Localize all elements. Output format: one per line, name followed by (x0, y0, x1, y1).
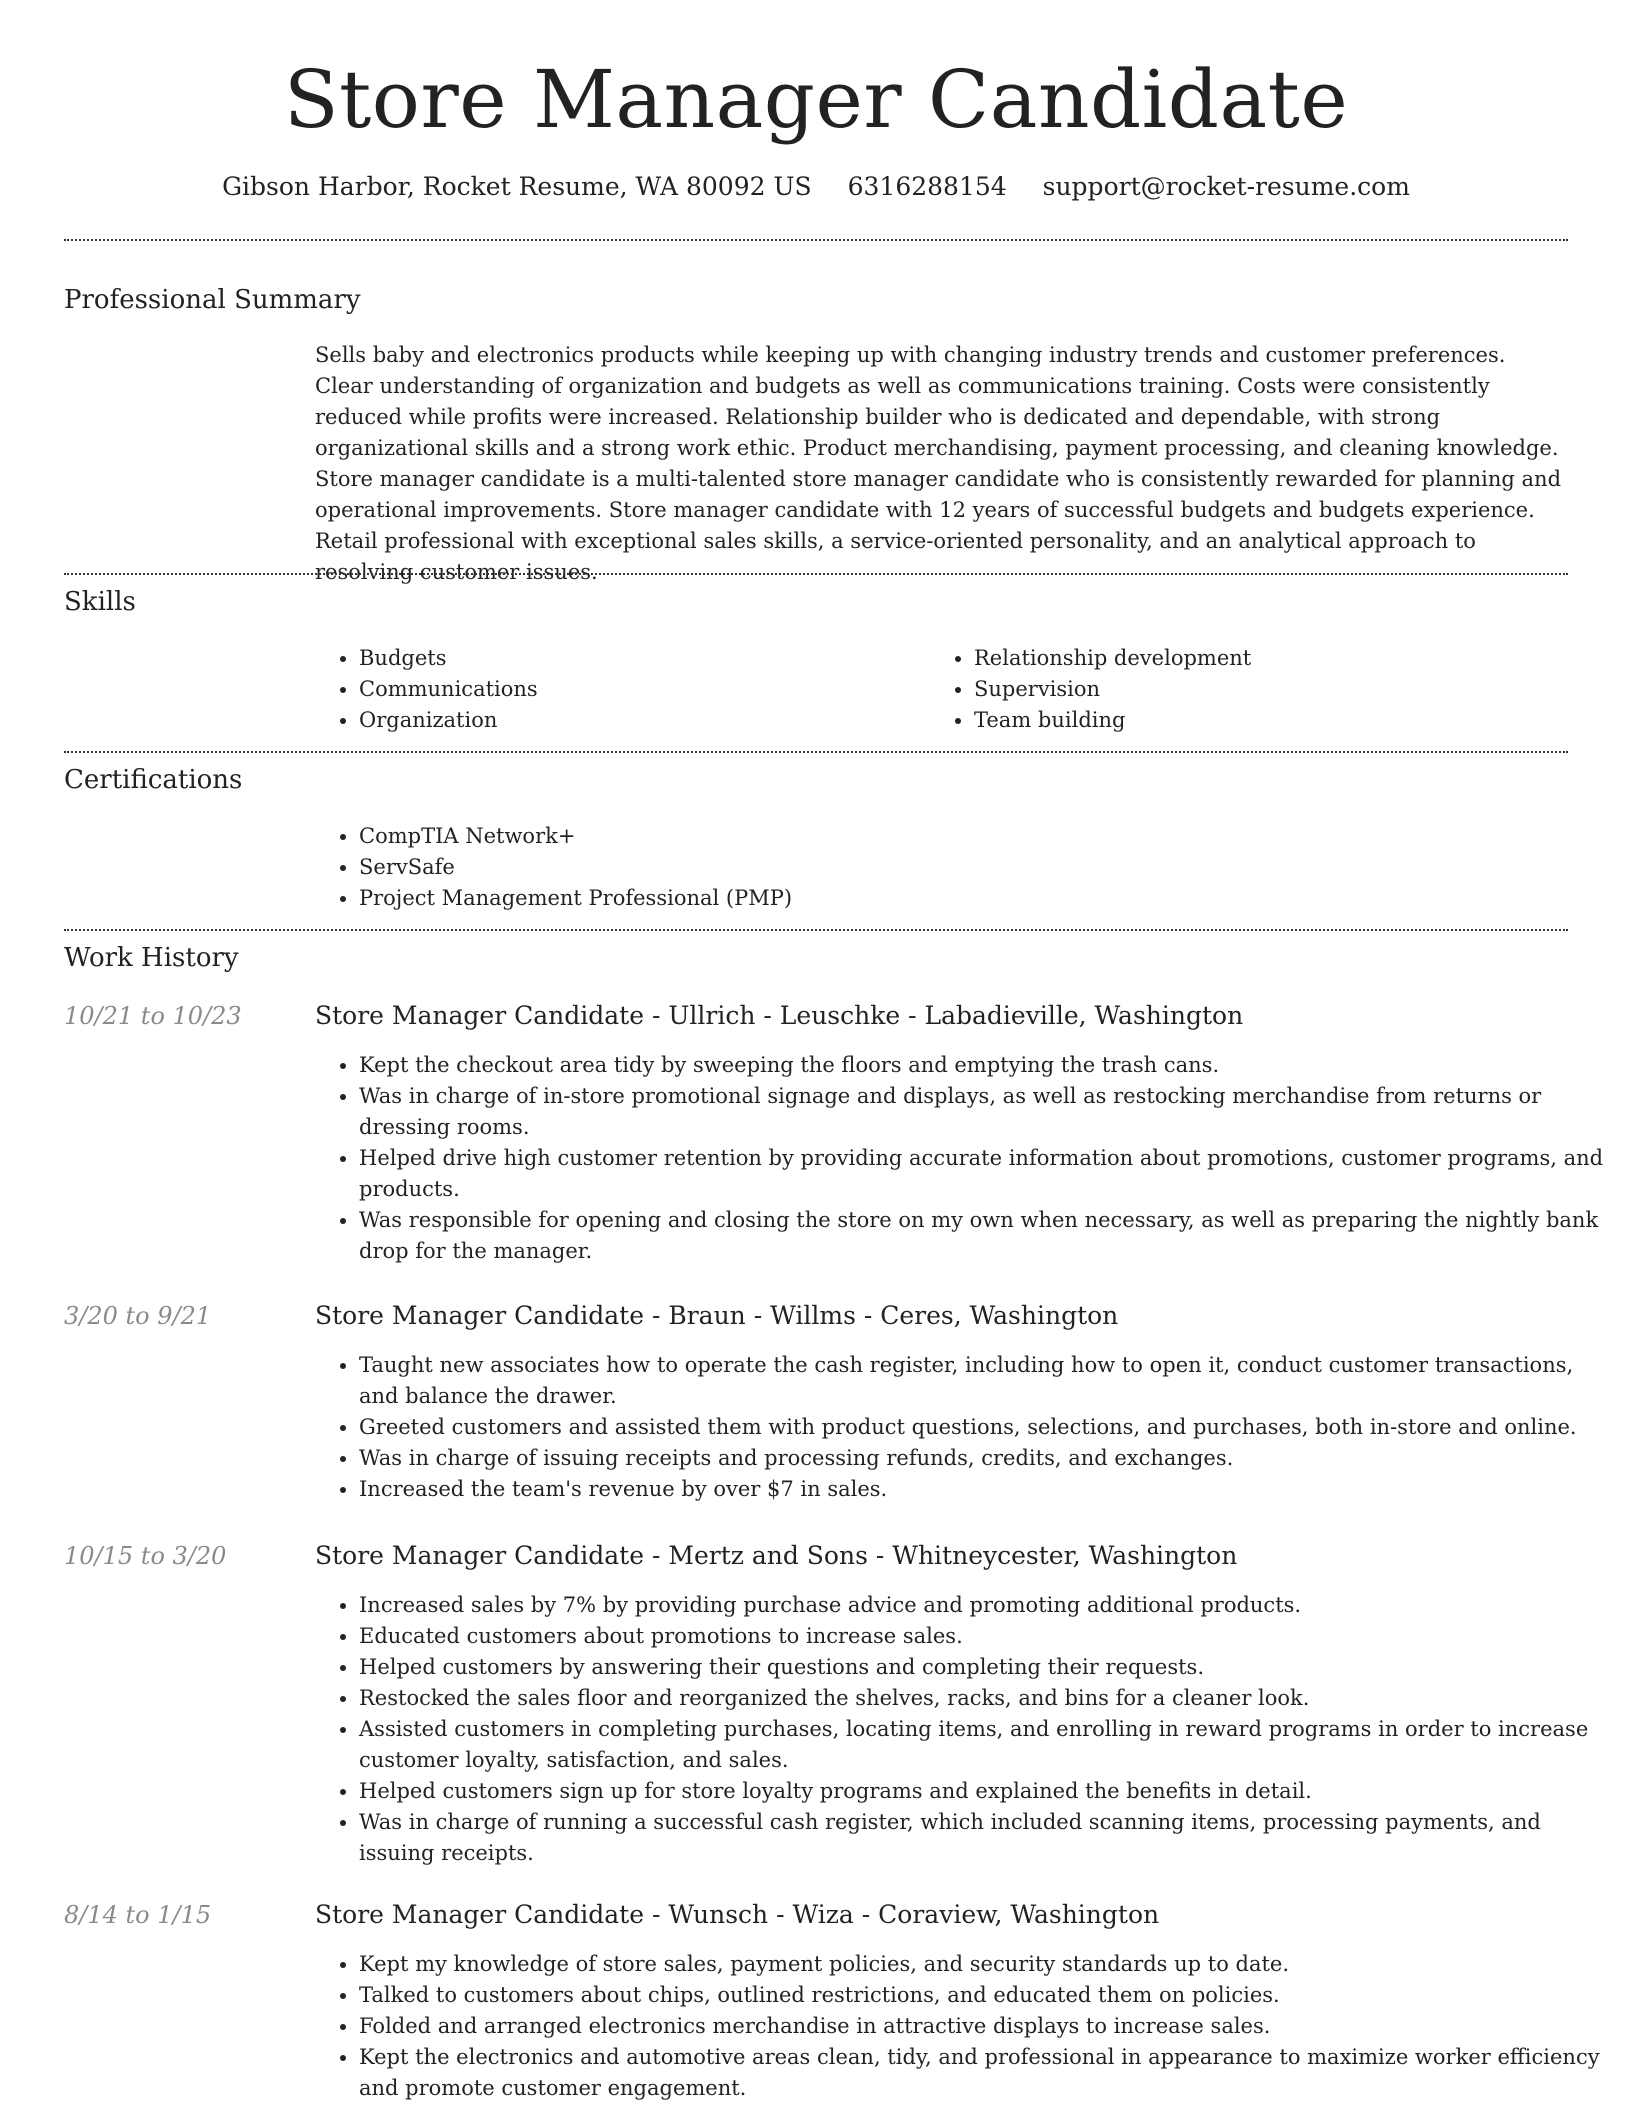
job-bullet: • Was in charge of running a successful cash register, which included scanning items, processing payments, and issuing receipts. (359, 1807, 1609, 1869)
certification-item: • ServSafe (359, 852, 792, 883)
contact-email: support@rocket-resume.com (1042, 172, 1410, 201)
job-bullet: • Helped customers sign up for store loyalty programs and explained the benefits in detail. (359, 1776, 1609, 1807)
job-bullet: • Was responsible for opening and closing the store on my own when necessary, as well as preparing the nightly bank drop for the manager. (359, 1205, 1609, 1267)
divider (64, 573, 1568, 575)
section-title-certifications: Certifications (64, 765, 243, 795)
skill-item: • Relationship development (974, 643, 1251, 674)
job-bullet: • Greeted customers and assisted them with product questions, selections, and purchases, both in-store and online. (359, 1412, 1609, 1443)
job-bullet: • Kept the electronics and automotive areas clean, tidy, and professional in appearance to maximize worker efficiency and promote customer engagement. (359, 2042, 1609, 2104)
job-bullet: • Kept my knowledge of store sales, payment policies, and security standards up to date. (359, 1949, 1609, 1980)
job-bullet: • Folded and arranged electronics merchandise in attractive displays to increase sales. (359, 2011, 1609, 2042)
skill-item: • Team building (974, 705, 1251, 736)
job-title: Store Manager Candidate - Braun - Willms - Ceres, Washington (315, 1301, 1119, 1330)
job-dates: 10/15 to 3/20 (64, 1542, 227, 1570)
job-bullet: • Was in charge of issuing receipts and processing refunds, credits, and exchanges. (359, 1443, 1609, 1474)
section-title-work-history: Work History (64, 943, 239, 973)
skill-item: • Budgets (359, 643, 538, 674)
job-bullets (315, 1350, 1609, 1505)
job-bullet: • Kept the checkout area tidy by sweeping the floors and emptying the trash cans. (359, 1050, 1609, 1081)
divider (64, 751, 1568, 753)
job-dates: 3/20 to 9/21 (64, 1302, 212, 1330)
contact-line (0, 170, 1632, 204)
job-bullet: • Talked to customers about chips, outlined restrictions, and educated them on policies. (359, 1980, 1609, 2011)
job-bullet: • Taught new associates how to operate the cash register, including how to open it, conduct customer transactions, and balance the drawer. (359, 1350, 1609, 1412)
certifications-list (315, 821, 792, 914)
section-title-summary: Professional Summary (64, 285, 361, 315)
candidate-name: Store Manager Candidate (283, 53, 1349, 146)
skills-list-left (315, 643, 538, 736)
job-bullet: • Assisted customers in completing purchases, locating items, and enrolling in reward programs in order to increase customer loyalty, satisfaction, and sales. (359, 1714, 1609, 1776)
section-title-skills: Skills (64, 587, 136, 617)
certification-item: • CompTIA Network+ (359, 821, 792, 852)
skill-item: • Organization (359, 705, 538, 736)
divider (64, 239, 1568, 241)
job-title: Store Manager Candidate - Mertz and Sons - Whitneycester, Washington (315, 1541, 1238, 1570)
job-title: Store Manager Candidate - Wunsch - Wiza - Coraview, Washington (315, 1900, 1160, 1929)
job-bullet: • Was in charge of in-store promotional signage and displays, as well as restocking merchandise from returns or dressing rooms. (359, 1081, 1609, 1143)
contact-address: Gibson Harbor, Rocket Resume, WA 80092 US (222, 172, 812, 201)
job-bullet: • Educated customers about promotions to increase sales. (359, 1621, 1609, 1652)
job-bullet: • Increased the team's revenue by over $7 in sales. (359, 1474, 1609, 1505)
job-bullet: • Restocked the sales floor and reorganized the shelves, racks, and bins for a cleaner look. (359, 1683, 1609, 1714)
job-bullets (315, 1949, 1609, 2104)
job-bullets (315, 1050, 1609, 1267)
job-dates: 8/14 to 1/15 (64, 1901, 212, 1929)
job-title: Store Manager Candidate - Ullrich - Leuschke - Labadieville, Washington (315, 1001, 1244, 1030)
certification-item: • Project Management Professional (PMP) (359, 883, 792, 914)
job-bullets (315, 1590, 1609, 1869)
skill-item: • Communications (359, 674, 538, 705)
skills-list-right (930, 643, 1251, 736)
summary-text: Sells baby and electronics products while keeping up with changing industry trends and customer preferences. Clear understanding of organization and budgets as well as communications training. Costs were consistently reduced while profits were increased. Relationship builder who is dedicated and dependable, with strong organizational skills and a strong work ethic. Product merchandising, payment processing, and cleaning knowledge. Store manager candidate is a multi-talented store manager candidate who is consistently rewarded for planning and operational improvements. Store manager candidate with 12 years of successful budgets and budgets experience. Retail professional with exceptional sales skills, a service-oriented personality, and an analytical approach to resolving customer issues. (315, 343, 1562, 584)
job-bullet: • Increased sales by 7% by providing purchase advice and promoting additional products. (359, 1590, 1609, 1621)
job-dates: 10/21 to 10/23 (64, 1002, 242, 1030)
skill-item: • Supervision (974, 674, 1251, 705)
job-bullet: • Helped drive high customer retention by providing accurate information about promotions, customer programs, and products. (359, 1143, 1609, 1205)
divider (64, 929, 1568, 931)
contact-phone: 6316288154 (847, 172, 1007, 201)
job-bullet: • Helped customers by answering their questions and completing their requests. (359, 1652, 1609, 1683)
